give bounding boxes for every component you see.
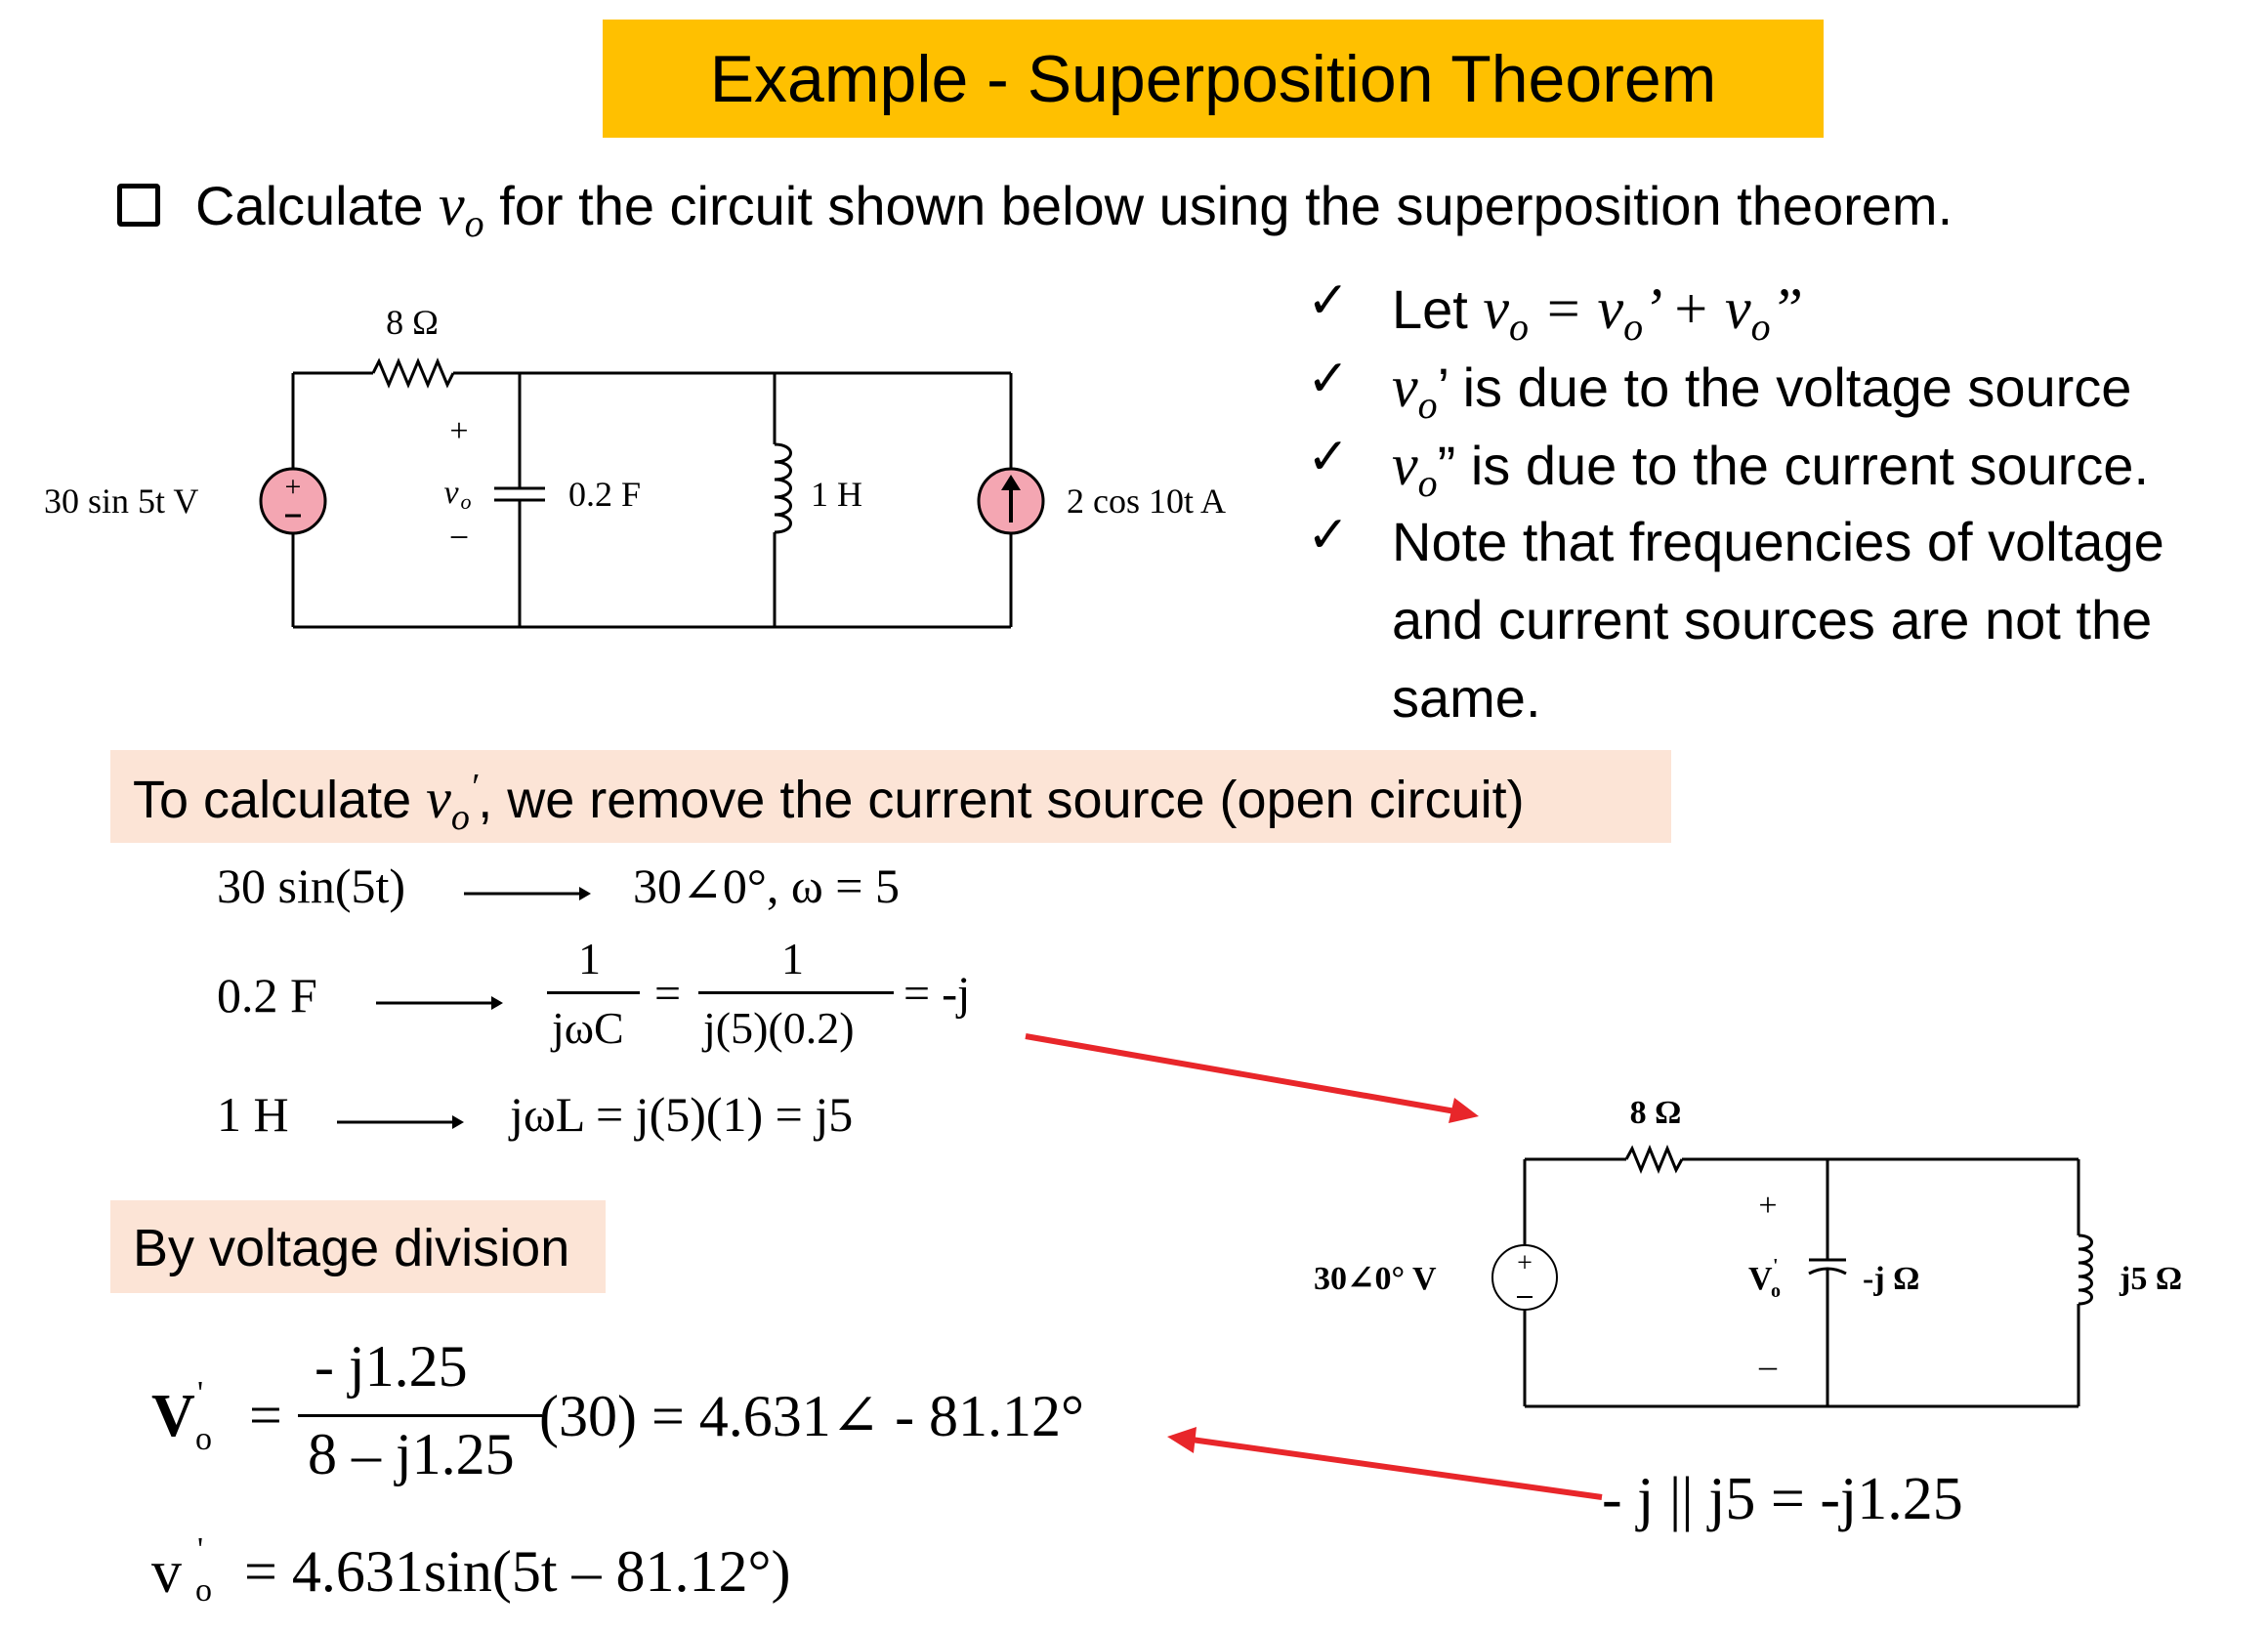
bullet-frequencies-line2: and current sources are not the (1392, 589, 2153, 650)
eq-v-sub: o (195, 1572, 212, 1609)
vo-sub: o (460, 489, 472, 514)
svg-text:+: + (1517, 1248, 1533, 1278)
vo-label: v (443, 475, 459, 511)
conv-row1-right: 30∠0°, ω = 5 (633, 858, 900, 913)
eq-result: (30) = 4.631∠ - 81.12° (539, 1384, 1085, 1448)
phasor-source-label: 30∠0° V (1314, 1261, 1437, 1297)
phasor-circuit-diagram (1289, 1065, 2266, 1436)
question-var-sub: o (464, 201, 484, 246)
check-icon: ✓ (1307, 272, 1350, 330)
frac1-num: 1 (578, 934, 601, 983)
check-icon: ✓ (1307, 428, 1350, 486)
bullet-let-vo: Let $v_o = v_o$’ + $v_o$” (1392, 276, 1803, 350)
page-title: Example - Superposition Theorem (709, 41, 1717, 116)
plus-sign: + (449, 413, 469, 449)
minus-sign: − (448, 518, 470, 557)
phasor-vo-sub: o (1771, 1280, 1781, 1302)
eq-v-lhs: v (151, 1539, 182, 1606)
phasor-ind-label: j5 Ω (2120, 1261, 2183, 1297)
conv-row3-right: jωL = j(5)(1) = j5 (510, 1087, 854, 1142)
check-icon: ✓ (1307, 506, 1350, 565)
resistor-zigzag (1626, 1149, 1682, 1170)
bullet-current-source: $v_o$” is due to the current source. (1392, 433, 2149, 506)
phasor-resistor-label: 8 Ω (1629, 1095, 1682, 1131)
inductor-label: 1 H (811, 475, 862, 514)
conv-row2-result: = -j (903, 968, 971, 1020)
check-icon: ✓ (1307, 350, 1350, 408)
bullet-frequencies-line1: Note that frequencies of voltage (1392, 511, 2164, 572)
bullet-frequencies-line3: same. (1392, 667, 1541, 729)
phasor-vo-label: V (1748, 1261, 1773, 1297)
voltage-source-label: 30 sin 5t V (44, 481, 199, 521)
capacitor-label: 0.2 F (568, 475, 642, 514)
calc-header-text: To calculate $v_o'$, we remove the current source (open circuit) (133, 767, 1525, 838)
resistor-label: 8 Ω (386, 303, 439, 342)
red-arrow-to-equation (1192, 1440, 1602, 1497)
current-source-label: 2 cos 10t A (1067, 481, 1227, 521)
eq-V-sup: ' (197, 1375, 204, 1411)
bullet-voltage-source: $v_o$’ is due to the voltage source (1392, 355, 2132, 428)
question-prefix: Calculate (195, 175, 440, 236)
eq-fraction-bar (298, 1414, 542, 1417)
question-suffix: for the circuit shown below using the superposition theorem. (483, 175, 1953, 236)
plus-sign: + (1758, 1188, 1778, 1224)
eq-numerator: - j1.25 (315, 1334, 468, 1399)
minus-sign: – (1759, 1346, 1777, 1385)
division-header-text: By voltage division (133, 1219, 570, 1277)
frac2-num: 1 (781, 934, 804, 983)
question-var: v (439, 173, 465, 237)
conv-row2-left: 0.2 F (217, 968, 317, 1023)
eq-time-domain: = 4.631sin(5t – 81.12°) (244, 1539, 791, 1604)
eq-denominator: 8 – j1.25 (308, 1422, 515, 1486)
frac-equals: = (654, 968, 682, 1020)
eq-V-equals: = (249, 1383, 282, 1447)
conv-row3-left: 1 H (217, 1087, 289, 1142)
frac2-den: j(5)(0.2) (703, 1003, 855, 1053)
phasor-cap-label: -j Ω (1863, 1261, 1920, 1297)
eq-v-sup: ' (197, 1531, 204, 1568)
phasor-vo-sup: ' (1773, 1255, 1779, 1276)
inductor-coil (2079, 1235, 2092, 1304)
eq-V-sub: o (195, 1421, 212, 1457)
svg-text:+: + (284, 471, 302, 503)
frac1-den: jωC (552, 1003, 624, 1053)
parallel-equation: - j || j5 = -j1.25 (1602, 1466, 1963, 1532)
conv-row1-left: 30 sin(5t) (217, 858, 406, 913)
eq-V-lhs: V (151, 1383, 195, 1449)
